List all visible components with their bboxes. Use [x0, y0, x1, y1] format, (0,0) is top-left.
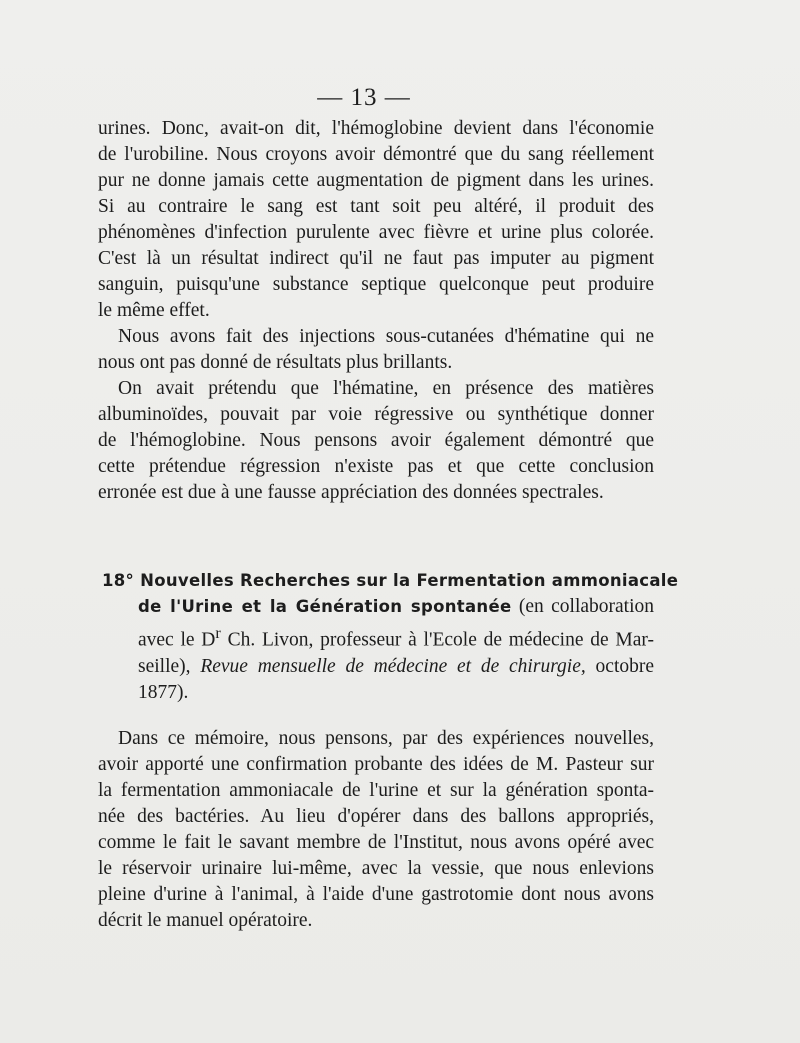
text-line: Nous avons fait des injections sous-cutanées d'hématine qui ne — [118, 326, 654, 347]
entry-text: Ch. Livon, professeur à l'Ecole de médecine de Mar- — [220, 629, 654, 651]
entry-text: avec le D — [138, 629, 216, 651]
text-line: de l'hémoglobine. Nous pensons avoir également démontré que — [98, 430, 654, 451]
text-line: le réservoir urinaire lui-même, avec la vessie, que nous enlevions — [98, 858, 654, 879]
entry-title: Nouvelles Recherches sur la Fermentation ammoniacale — [140, 571, 679, 590]
paragraph-memoire — [98, 726, 654, 934]
text-line: phénomènes d'infection purulente avec fièvre et urine plus colorée. — [98, 222, 654, 243]
entry-line: 1877). — [138, 681, 189, 703]
text-line: albuminoïdes, pouvait par voie régressive ou synthétique donner — [98, 404, 654, 425]
entry-line — [102, 594, 654, 620]
entry-number: 18° — [102, 571, 135, 590]
entry-title-cont: de l'Urine et la Génération spontanée — [138, 597, 512, 616]
text-line: la fermentation ammoniacale de l'urine et sur la génération sponta- — [98, 780, 654, 801]
entry-collab: (en collaboration — [518, 596, 654, 617]
text-line: décrit le manuel opératoire. — [98, 910, 313, 931]
text-line: On avait prétendu que l'hématine, en présence des matières — [118, 378, 654, 399]
paragraph-hematine — [98, 376, 654, 506]
text-line: le même effet. — [98, 300, 210, 321]
text-line: C'est là un résultat indirect qu'il ne faut pas imputer au pigment — [98, 248, 654, 269]
entry-line — [102, 568, 679, 594]
text-line: urines. Donc, avait-on dit, l'hémoglobine devient dans l'économie — [98, 118, 654, 139]
text-line: de l'urobiline. Nous croyons avoir démontré que du sang réellement — [98, 144, 654, 165]
text-line: comme le fait le savant membre de l'Institut, nous avons opéré avec — [98, 832, 654, 853]
text-line: pur ne donne jamais cette augmentation de pigment dans les urines. — [98, 170, 654, 191]
text-line: erronée est due à une fausse appréciation des données spectrales. — [98, 482, 604, 503]
bibliography-entry — [102, 568, 679, 706]
journal-name: Revue mensuelle de médecine et de chirurgie, — [200, 655, 586, 677]
text-line: cette prétendue régression n'existe pas et que cette conclusion — [98, 456, 654, 477]
page-number: — 13 — — [317, 84, 411, 111]
text-line: Dans ce mémoire, nous pensons, par des expériences nouvelles, — [118, 728, 654, 749]
entry-line — [102, 620, 654, 654]
entry-sup: r — [215, 624, 221, 642]
text-line: pleine d'urine à l'animal, à l'aide d'une gastrotomie dont nous avons — [98, 884, 654, 905]
paragraph-injections — [98, 324, 654, 376]
text-line: Si au contraire le sang est tant soit peu altéré, il produit des — [98, 196, 654, 217]
text-line: avoir apporté une confirmation probante des idées de M. Pasteur sur — [98, 754, 654, 775]
paragraph-hemoglobine — [98, 116, 654, 324]
entry-text: seille), — [138, 655, 191, 677]
text-line: née des bactéries. Au lieu d'opérer dans des ballons appropriés, — [98, 806, 654, 827]
text-line: nous ont pas donné de résultats plus brillants. — [98, 352, 453, 373]
text-line: sanguin, puisqu'une substance septique quelconque peut produire — [98, 274, 654, 295]
entry-text: octobre — [595, 655, 655, 677]
entry-line — [102, 654, 654, 680]
